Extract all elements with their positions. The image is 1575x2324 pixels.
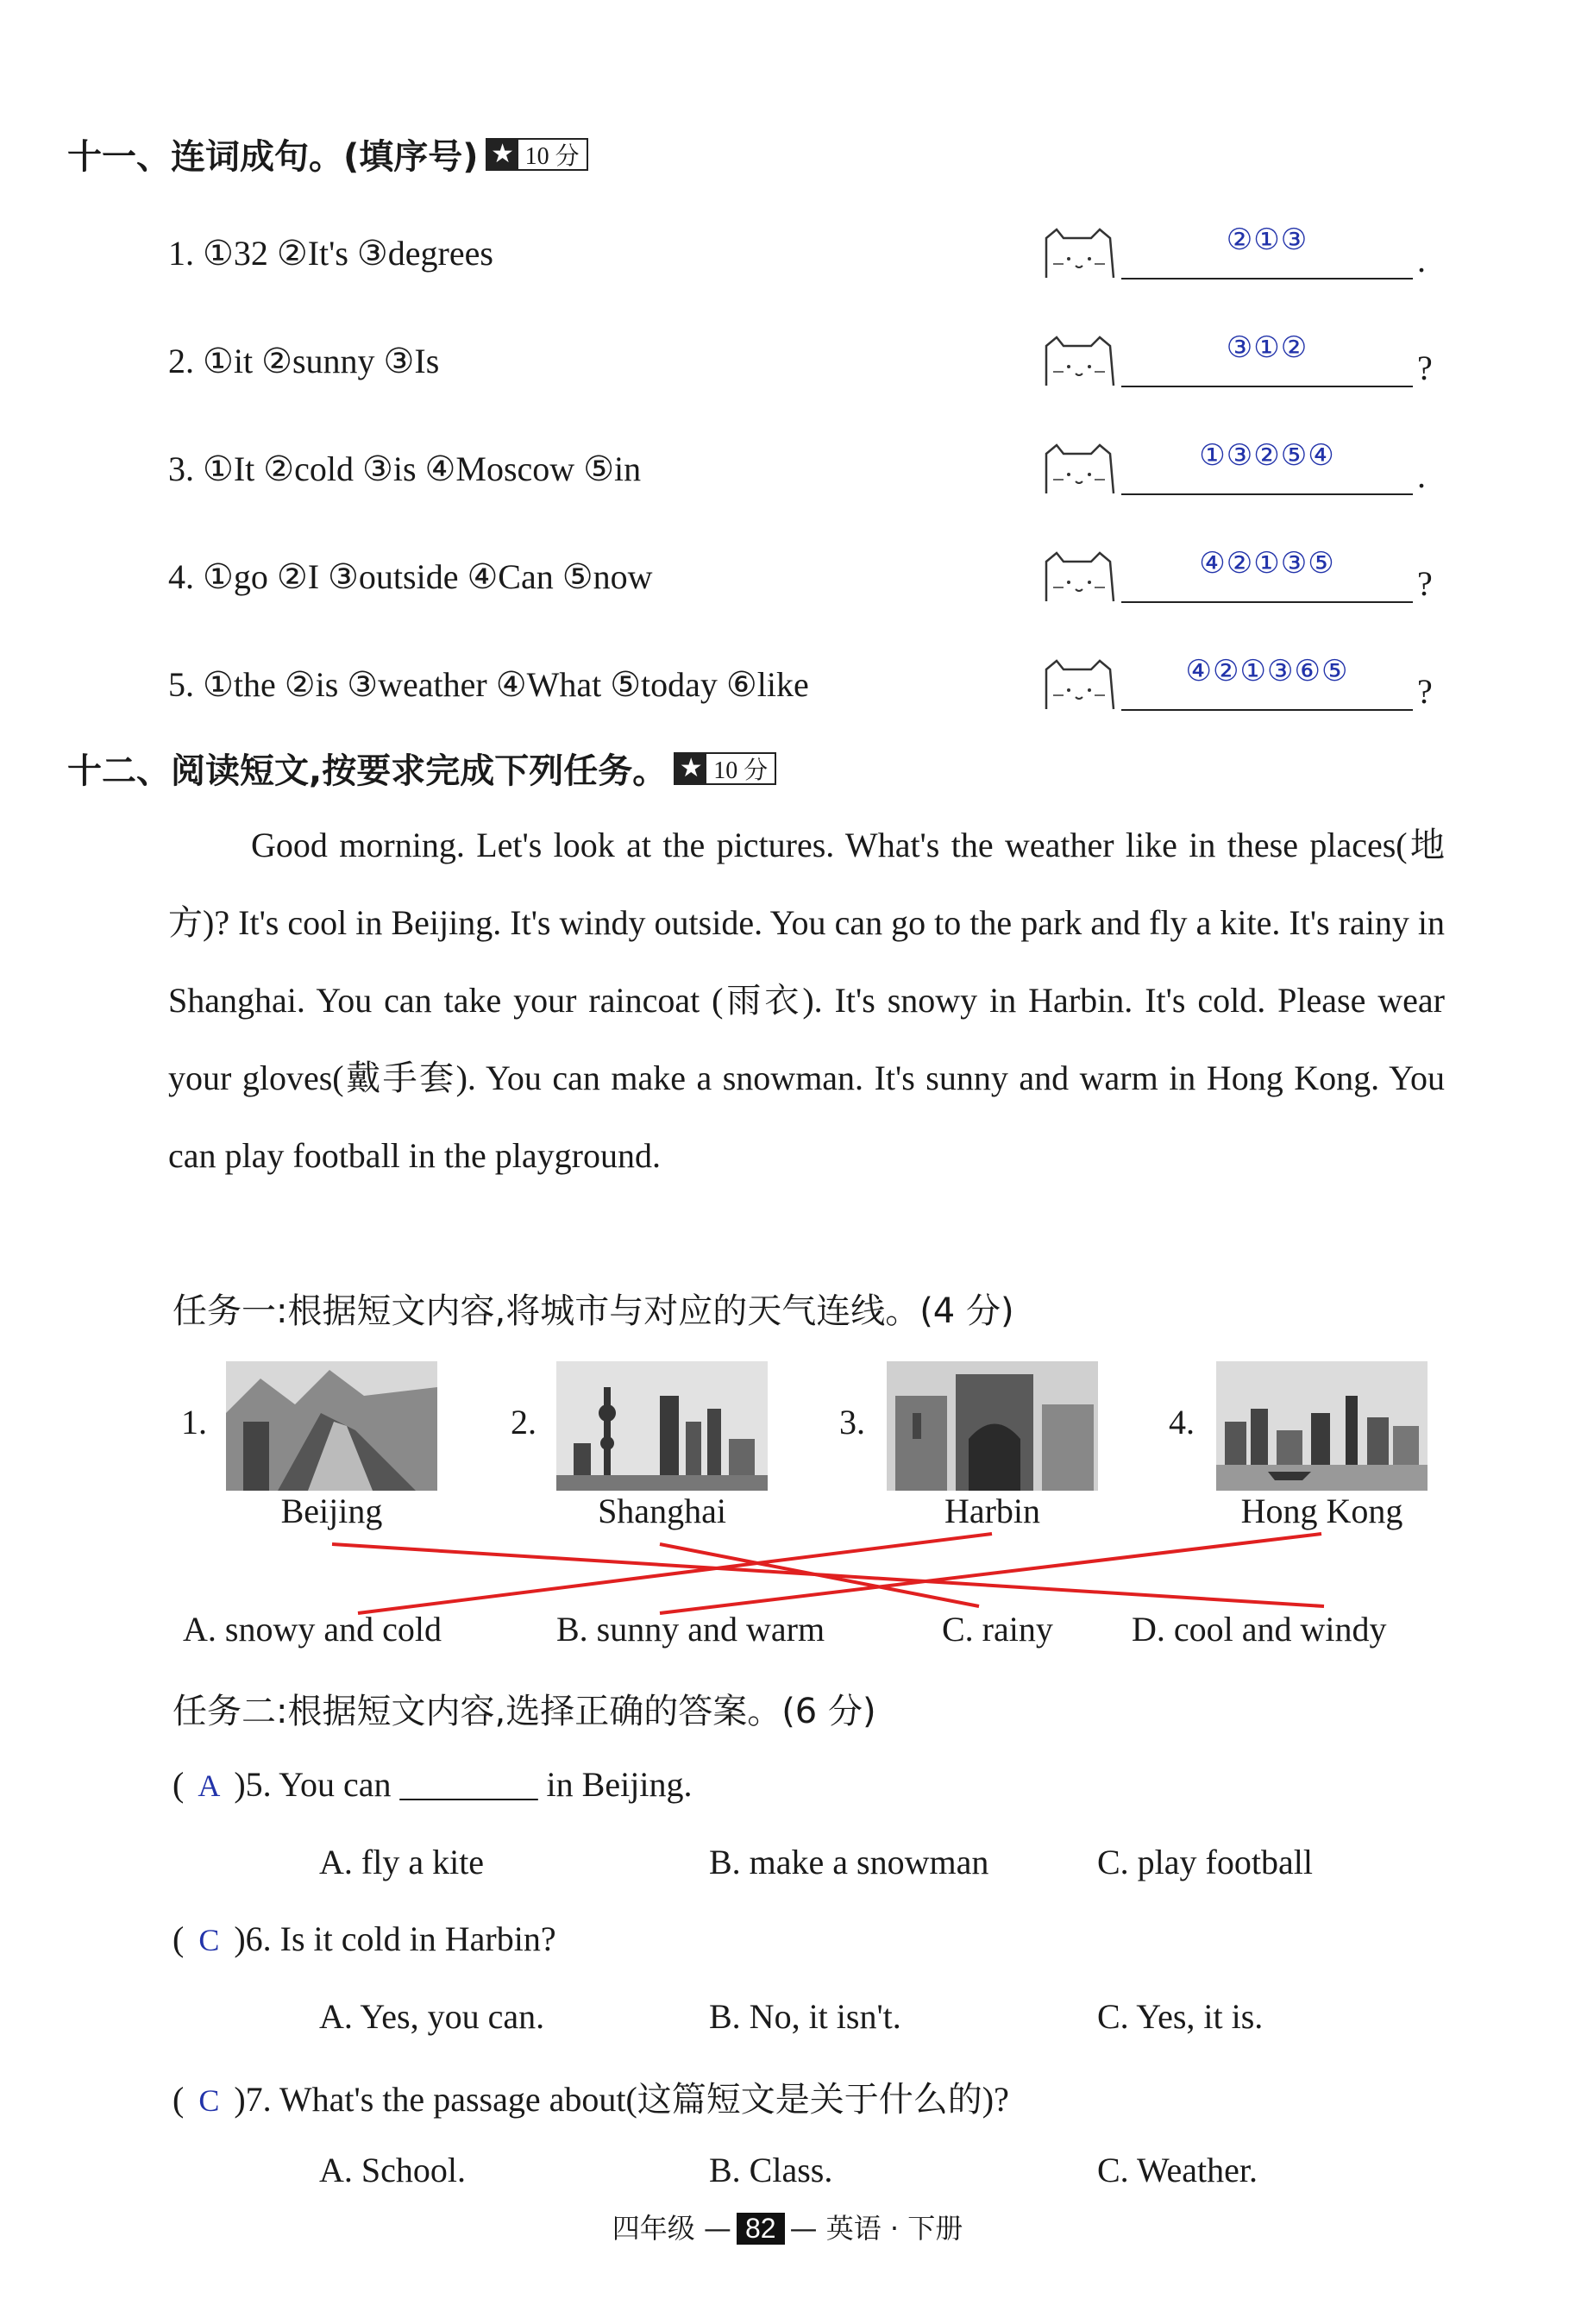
q7-choice-a: A. School. (319, 2151, 466, 2189)
section-12-score: 10 分 (713, 757, 769, 784)
item-punct: ? (1417, 672, 1433, 711)
task-2-instruction: 任务二:根据短文内容,选择正确的答案。(6 分) (173, 1692, 876, 1731)
question-6-stem: )6. Is it cold in Harbin? (234, 1919, 556, 1958)
question-5-answer[interactable]: A (198, 1768, 221, 1803)
item-words: 4. ①go ②I ③outside ④Can ⑤now (168, 557, 653, 596)
item-answer[interactable]: ④②①③⑤ (1199, 548, 1335, 580)
open-paren: ( (173, 1765, 185, 1804)
item-answer[interactable]: ④②①③⑥⑤ (1185, 656, 1349, 688)
weather-option-d: D. cool and windy (1132, 1610, 1387, 1649)
passage-text: Good morning. Let's look at the pictures. What's the weather like in these places(地方)? It's cool in Beijing. It's windy outside. You can go to the park and fly a kite. It's rainy in Shanghai. You can take your raincoat (雨衣). It's snowy in Harbin. It's cold. Please wear your gloves(戴手套). You can make a snowman. It's sunny and warm in Hong Kong. You can play football in the playground. (168, 826, 1445, 1175)
picture-number-3: 3. (839, 1403, 865, 1442)
item-words: 1. ①32 ②It's ③degrees (168, 234, 493, 273)
section-12-heading: 十二、阅读短文,按要求完成下列任务。 (67, 751, 668, 791)
star-icon: ★ (675, 754, 706, 783)
weather-option-c: C. rainy (942, 1610, 1053, 1649)
picture-number-2: 2. (511, 1403, 537, 1442)
match-line-shanghai (660, 1544, 979, 1606)
section-11-heading: 十一、连词成句。(填序号) (67, 137, 479, 177)
question-5 (173, 1764, 692, 1805)
item-punct: ? (1417, 349, 1433, 387)
question-7-answer[interactable]: C (198, 2083, 220, 2118)
item-punct: ? (1417, 564, 1433, 603)
page-footer (0, 2207, 1575, 2246)
q6-choice-c: C. Yes, it is. (1097, 1997, 1264, 2036)
star-icon: ★ (487, 140, 518, 169)
question-7 (173, 2072, 1009, 2121)
item-punct: . (1417, 241, 1426, 280)
weather-option-b: B. sunny and warm (556, 1610, 825, 1649)
q7-choice-c: C. Weather. (1097, 2151, 1258, 2189)
weather-option-a: A. snowy and cold (183, 1610, 442, 1649)
open-paren: ( (173, 2080, 185, 2119)
page-number: 82 (737, 2213, 785, 2245)
question-6 (173, 1919, 556, 1959)
picture-number-1: 1. (181, 1403, 207, 1442)
question-7-stem: )7. What's the passage about(这篇短文是关于什么的)? (234, 2080, 1009, 2119)
item-words: 5. ①the ②is ③weather ④What ⑤today ⑥like (168, 665, 809, 704)
footer-grade: 四年级 — (612, 2212, 731, 2245)
q7-choice-b: B. Class. (709, 2151, 833, 2189)
item-answer[interactable]: ②①③ (1226, 224, 1308, 256)
city-beijing: Beijing (280, 1492, 383, 1530)
item-punct: . (1417, 456, 1426, 495)
footer-subject: — 英语 · 下册 (789, 2212, 963, 2245)
open-paren: ( (173, 1919, 185, 1958)
item-answer[interactable]: ①③②⑤④ (1199, 440, 1335, 472)
question-6-answer[interactable]: C (198, 1923, 220, 1957)
city-shanghai: Shanghai (598, 1492, 726, 1530)
q5-choice-c: C. play football (1097, 1843, 1313, 1881)
q5-choice-a: A. fly a kite (319, 1843, 485, 1881)
q5-choice-b: B. make a snowman (709, 1843, 989, 1881)
section-11-score: 10 分 (524, 142, 580, 170)
item-words: 2. ①it ②sunny ③Is (168, 342, 440, 380)
question-5-stem: )5. You can ________ in Beijing. (234, 1765, 693, 1804)
task-1-instruction: 任务一:根据短文内容,将城市与对应的天气连线。(4 分) (173, 1291, 1014, 1331)
q6-choice-b: B. No, it isn't. (709, 1997, 901, 2036)
picture-number-4: 4. (1169, 1403, 1195, 1442)
q6-choice-a: A. Yes, you can. (319, 1997, 545, 2036)
item-words: 3. ①It ②cold ③is ④Moscow ⑤in (168, 449, 642, 488)
item-answer[interactable]: ③①② (1226, 332, 1308, 364)
city-hong-kong: Hong Kong (1240, 1492, 1403, 1530)
city-harbin: Harbin (944, 1492, 1041, 1530)
